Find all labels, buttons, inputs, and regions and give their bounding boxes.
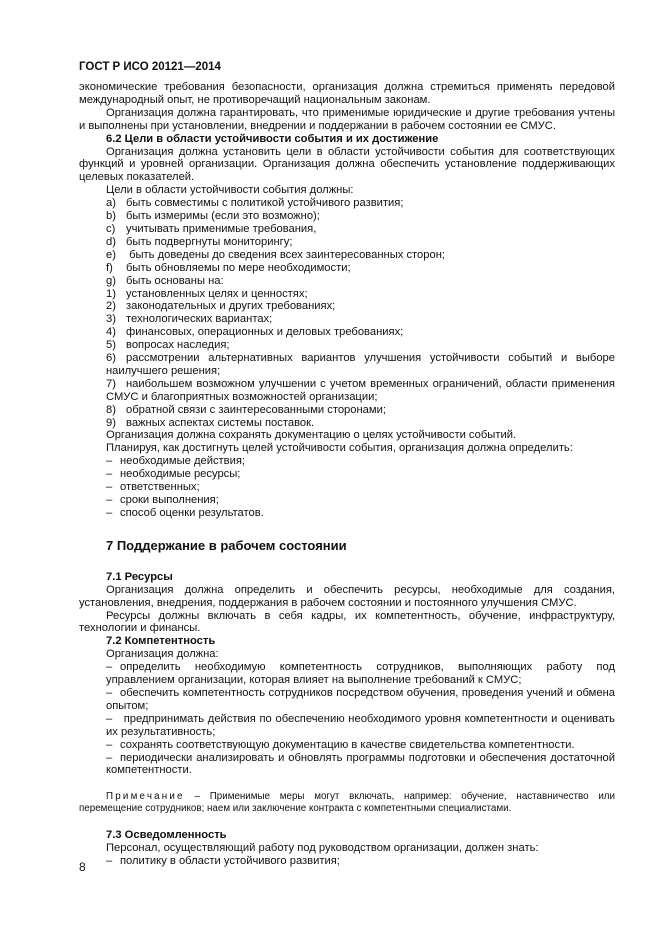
- list-item-text: быть совместимы с политикой устойчивого развития;: [126, 197, 404, 210]
- list-item: [79, 223, 615, 236]
- list-marker: f): [106, 261, 113, 274]
- dash-marker: –: [106, 712, 113, 725]
- section-6-2-title: 6.2 Цели в области устойчивости события и их достижение: [106, 132, 439, 145]
- section-7-1-title: 7.1 Ресурсы: [106, 570, 173, 583]
- list-item: [79, 507, 615, 520]
- list-item: [79, 197, 615, 210]
- list-marker: 9): [106, 416, 116, 429]
- awareness-list: [79, 855, 615, 868]
- dash-marker: –: [106, 506, 113, 519]
- list-item-text: периодически анализировать и обновлять программы подготовки и обеспечения достаточной компетентности.: [106, 751, 615, 777]
- dash-marker: –: [106, 481, 113, 494]
- list-marker: 6): [106, 352, 116, 365]
- list-item: [79, 404, 615, 417]
- dash-marker: –: [106, 494, 113, 506]
- paragraph: Организация должна гарантировать, что применимые юридические и другие требования учтены и выполнены при установлении, внедрении и поддержании в рабочем состоянии ее СМУС.: [79, 106, 615, 132]
- list-item-text: сохранять соответствующую документацию в качестве свидетельства компетентности.: [120, 738, 575, 751]
- list-item-text: быть подвергнуты мониторингу;: [126, 235, 293, 248]
- paragraph: Организация должна определить и обеспечить ресурсы, необходимые для создания, установления, внедрения, поддержания в рабочем состоянии и постоянного улучшения СМУС.: [79, 583, 615, 609]
- list-item-text: быть основаны на:: [126, 274, 224, 287]
- list-item-text: финансовых, операционных и деловых требованиях;: [126, 326, 404, 339]
- list-item-text: важных аспектах системы поставок.: [126, 416, 315, 429]
- list-item: [79, 210, 615, 223]
- list-item-text: сроки выполнения;: [120, 494, 219, 506]
- list-item-text: обеспечить компетентность сотрудников посредством обучения, проведения учений и обмена опытом;: [106, 686, 615, 712]
- planning-list: [79, 455, 615, 520]
- list-item: [79, 713, 615, 739]
- paragraph: Ресурсы должны включать в себя кадры, их компетентность, обучение, инфраструктуру, технологии и финансы.: [79, 609, 615, 635]
- list-item-text: необходимые действия;: [120, 455, 246, 468]
- dash-marker: –: [106, 751, 113, 764]
- list-item: [79, 352, 615, 378]
- objectives-list: [79, 197, 615, 429]
- competence-list: [79, 661, 615, 777]
- paragraph: Организация должна сохранять документацию о целях устойчивости событий.: [106, 429, 517, 442]
- list-item: [79, 417, 615, 430]
- list-marker: 3): [106, 313, 116, 326]
- dash-marker: –: [106, 686, 113, 699]
- list-item-text: быть обновляемы по мере необходимости;: [126, 261, 351, 274]
- list-marker: a): [106, 197, 116, 210]
- list-item-text: законодательных и других требованиях;: [126, 300, 336, 313]
- list-item: [79, 288, 615, 301]
- list-item: [79, 494, 615, 507]
- list-item-text: необходимые ресурсы;: [120, 468, 241, 481]
- section-7-2-title: 7.2 Компетентность: [106, 635, 216, 648]
- list-item: [79, 752, 615, 778]
- list-marker: 8): [106, 403, 116, 416]
- list-marker: 2): [106, 300, 116, 313]
- paragraph: Цели в области устойчивости события должны:: [106, 184, 354, 197]
- dash-marker: –: [106, 455, 113, 468]
- list-item: [79, 236, 615, 249]
- list-item-text: установленных целях и ценностях;: [126, 287, 308, 300]
- paragraph: Организация должна:: [106, 648, 219, 661]
- note: [79, 791, 615, 815]
- list-marker: 4): [106, 326, 116, 339]
- list-item-text: наибольшем возможном улучшении с учетом временных ограничений, области применения СМУС и благоприятных возможностей организации;: [106, 377, 615, 403]
- list-item: [79, 300, 615, 313]
- list-item: [79, 326, 615, 339]
- list-item: [79, 687, 615, 713]
- dash-marker: –: [106, 468, 113, 481]
- list-item: [79, 481, 615, 494]
- paragraph: Организация должна установить цели в области устойчивости события для соответствующих функций и уровней организации. Организация должна обеспечить установление поддерживающих целевых показателей.: [79, 145, 615, 184]
- page-number: 8: [79, 860, 86, 874]
- paragraph: Персонал, осуществляющий работу под руководством организации, должен знать:: [106, 842, 539, 855]
- list-item: [79, 339, 615, 352]
- list-item-text: ответственных;: [120, 481, 200, 494]
- list-item-text: технологических вариантах;: [126, 313, 273, 326]
- list-item-text: учитывать применимые требования,: [126, 222, 317, 235]
- list-marker: g): [106, 274, 116, 287]
- list-item-text: определить необходимую компетентность сотрудников, выполняющих работу под управлением организации, которая влияет на выполнение требований к СМУС;: [106, 661, 615, 687]
- dash-marker: –: [106, 738, 113, 751]
- dash-marker: –: [106, 855, 113, 868]
- list-item-text: способ оценки результатов.: [120, 506, 264, 519]
- list-item: [79, 455, 615, 468]
- list-item: [79, 313, 615, 326]
- list-item-text: предпринимать действия по обеспечению необходимого уровня компетентности и оценивать их результативность;: [106, 712, 615, 738]
- list-item: [79, 262, 615, 275]
- paragraph: экономические требования безопасности, организация должна стремиться применять передовой международный опыт, не противоречащий национальным законам.: [79, 81, 615, 106]
- note-text: – Применимые меры могут включать, например: обучение, наставничество или перемещение сотрудников; наем или заключение контракта с компетентными специалистами.: [79, 791, 615, 815]
- list-item-text: рассмотрении альтернативных вариантов улучшения устойчивости событий и выборе наилучшего решения;: [106, 352, 615, 377]
- list-item: [79, 378, 615, 404]
- list-item: [79, 249, 615, 262]
- list-marker: 5): [106, 339, 116, 352]
- list-item-text: быть измеримы (если это возможно);: [126, 210, 320, 223]
- list-marker: c): [106, 222, 116, 235]
- document-header: ГОСТ Р ИСО 20121—2014: [79, 61, 221, 73]
- dash-marker: –: [106, 661, 113, 674]
- list-item-text: быть доведены до сведения всех заинтересованных сторон;: [126, 248, 445, 261]
- list-item: [79, 661, 615, 687]
- list-marker: e): [106, 248, 116, 261]
- list-item: [79, 739, 615, 752]
- list-marker: 1): [106, 287, 116, 300]
- list-item: [79, 855, 615, 868]
- paragraph: Планируя, как достигнуть целей устойчивости события, организация должна определить:: [106, 442, 573, 455]
- section-7-3-title: 7.3 Осведомленность: [106, 829, 227, 842]
- note-label: Примечание: [106, 791, 185, 803]
- list-item-text: вопросах наследия;: [126, 339, 230, 352]
- list-item-text: обратной связи с заинтересованными сторонами;: [126, 403, 386, 416]
- list-item: [79, 275, 615, 288]
- section-7-title: 7 Поддержание в рабочем состоянии: [106, 537, 347, 553]
- list-marker: 7): [106, 377, 116, 390]
- list-marker: d): [106, 235, 116, 248]
- document-page: [79, 61, 615, 868]
- list-item-text: политику в области устойчивого развития;: [120, 855, 340, 868]
- list-marker: b): [106, 210, 116, 223]
- list-item: [79, 468, 615, 481]
